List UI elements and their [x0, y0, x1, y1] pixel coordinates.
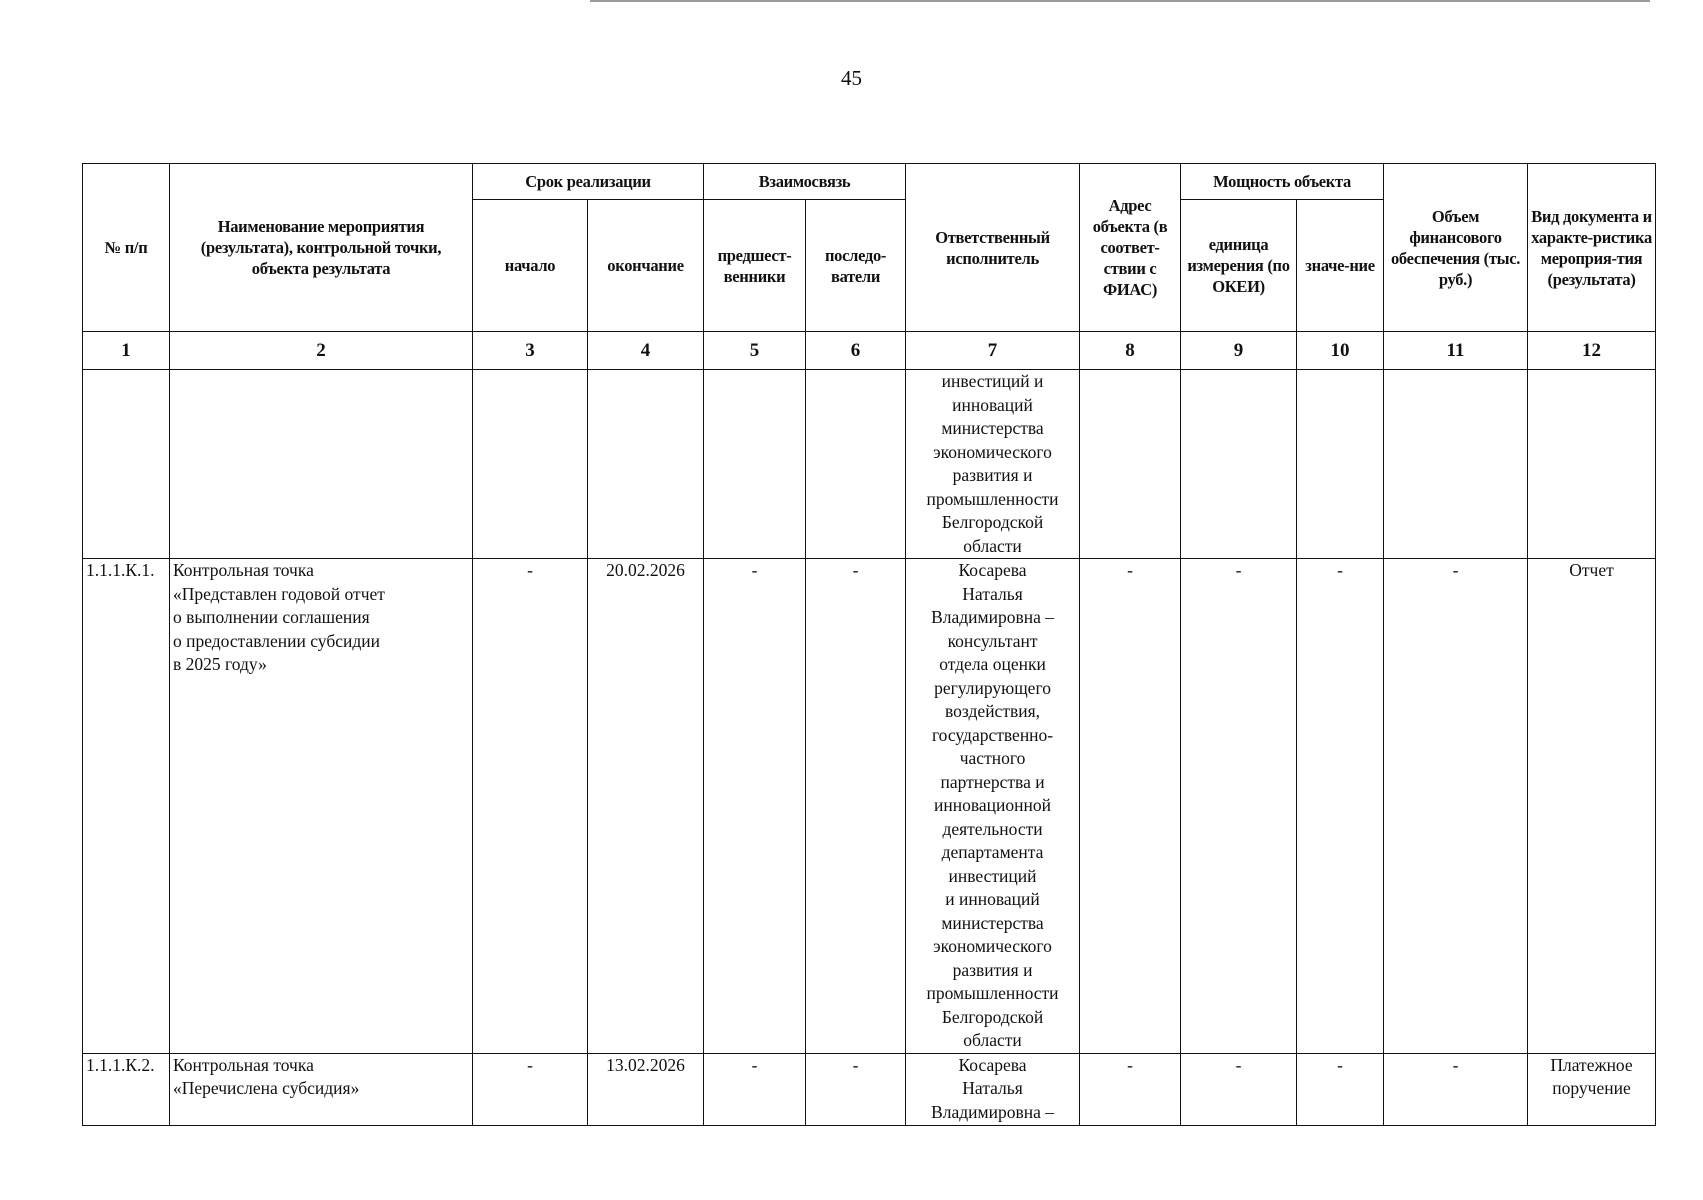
- column-number: 4: [588, 332, 704, 370]
- row-doc: Платежное поручение: [1528, 1053, 1656, 1125]
- row-doc: [1528, 370, 1656, 559]
- row-next: -: [806, 1053, 906, 1125]
- column-number: 9: [1181, 332, 1297, 370]
- row-doc: Отчет: [1528, 559, 1656, 1054]
- column-number: 3: [473, 332, 588, 370]
- column-number: 8: [1080, 332, 1181, 370]
- column-number: 5: [704, 332, 806, 370]
- column-number: 6: [806, 332, 906, 370]
- table-row: [83, 1053, 1656, 1125]
- row-num: [83, 370, 170, 559]
- header-num: № п/п: [83, 164, 170, 332]
- row-end: 20.02.2026: [588, 559, 704, 1054]
- row-num: 1.1.1.К.2.: [83, 1053, 170, 1125]
- header-address: Адрес объекта (в соответ-ствии с ФИАС): [1080, 164, 1181, 332]
- header-responsible: Ответственный исполнитель: [906, 164, 1080, 332]
- plan-table: [82, 163, 1656, 1126]
- header-term-end: окончание: [588, 200, 704, 332]
- header-cap-value: значе-ние: [1297, 200, 1384, 332]
- column-number: 1: [83, 332, 170, 370]
- row-address: -: [1080, 559, 1181, 1054]
- row-name: [170, 370, 473, 559]
- row-responsible: инвестиций и инноваций министерства экономического развития и промышленности Белгородской области: [906, 370, 1080, 559]
- header-finance: Объем финансового обеспечения (тыс. руб.): [1384, 164, 1528, 332]
- table-row: [83, 559, 1656, 1054]
- header-term-start: начало: [473, 200, 588, 332]
- row-num: 1.1.1.К.1.: [83, 559, 170, 1054]
- row-address: -: [1080, 1053, 1181, 1125]
- row-value: -: [1297, 1053, 1384, 1125]
- column-number: 11: [1384, 332, 1528, 370]
- row-name: Контрольная точка «Перечислена субсидия»: [170, 1053, 473, 1125]
- row-unit: [1181, 370, 1297, 559]
- row-finance: [1384, 370, 1528, 559]
- header-name: Наименование мероприятия (результата), контрольной точки, объекта результата: [170, 164, 473, 332]
- row-end: 13.02.2026: [588, 1053, 704, 1125]
- row-responsible: Косарева Наталья Владимировна – консультант отдела оценки регулирующего воздействия, государственно- частного партнерства и инновационной деятельности департамента инвестиций и инноваций министерства экономического развития и промышленности Белгородской области: [906, 559, 1080, 1054]
- row-next: [806, 370, 906, 559]
- row-start: -: [473, 1053, 588, 1125]
- row-prev: [704, 370, 806, 559]
- row-finance: -: [1384, 559, 1528, 1054]
- header-link-group: Взаимосвязь: [704, 164, 906, 200]
- header-term-group: Срок реализации: [473, 164, 704, 200]
- row-prev: -: [704, 559, 806, 1054]
- row-start: -: [473, 559, 588, 1054]
- page-number: 45: [841, 66, 862, 90]
- column-number: 7: [906, 332, 1080, 370]
- row-start: [473, 370, 588, 559]
- column-number: 2: [170, 332, 473, 370]
- column-number: 10: [1297, 332, 1384, 370]
- row-value: [1297, 370, 1384, 559]
- row-name: Контрольная точка «Представлен годовой отчет о выполнении соглашения о предоставлении субсидии в 2025 году»: [170, 559, 473, 1054]
- column-number: 12: [1528, 332, 1656, 370]
- row-value: -: [1297, 559, 1384, 1054]
- row-responsible: Косарева Наталья Владимировна –: [906, 1053, 1080, 1125]
- row-end: [588, 370, 704, 559]
- row-unit: -: [1181, 559, 1297, 1054]
- row-next: -: [806, 559, 906, 1054]
- header-link-prev: предшест-венники: [704, 200, 806, 332]
- header-doc-type: Вид документа и характе-ристика мероприя-тия (результата): [1528, 164, 1656, 332]
- table-row: [83, 370, 1656, 559]
- row-address: [1080, 370, 1181, 559]
- row-finance: -: [1384, 1053, 1528, 1125]
- row-unit: -: [1181, 1053, 1297, 1125]
- header-capacity-group: Мощность объекта: [1181, 164, 1384, 200]
- top-scan-edge: [590, 0, 1650, 2]
- header-cap-unit: единица измерения (по ОКЕИ): [1181, 200, 1297, 332]
- table-header: [83, 164, 1656, 370]
- row-prev: -: [704, 1053, 806, 1125]
- header-link-next: последо-ватели: [806, 200, 906, 332]
- column-numbers-row: [83, 332, 1656, 370]
